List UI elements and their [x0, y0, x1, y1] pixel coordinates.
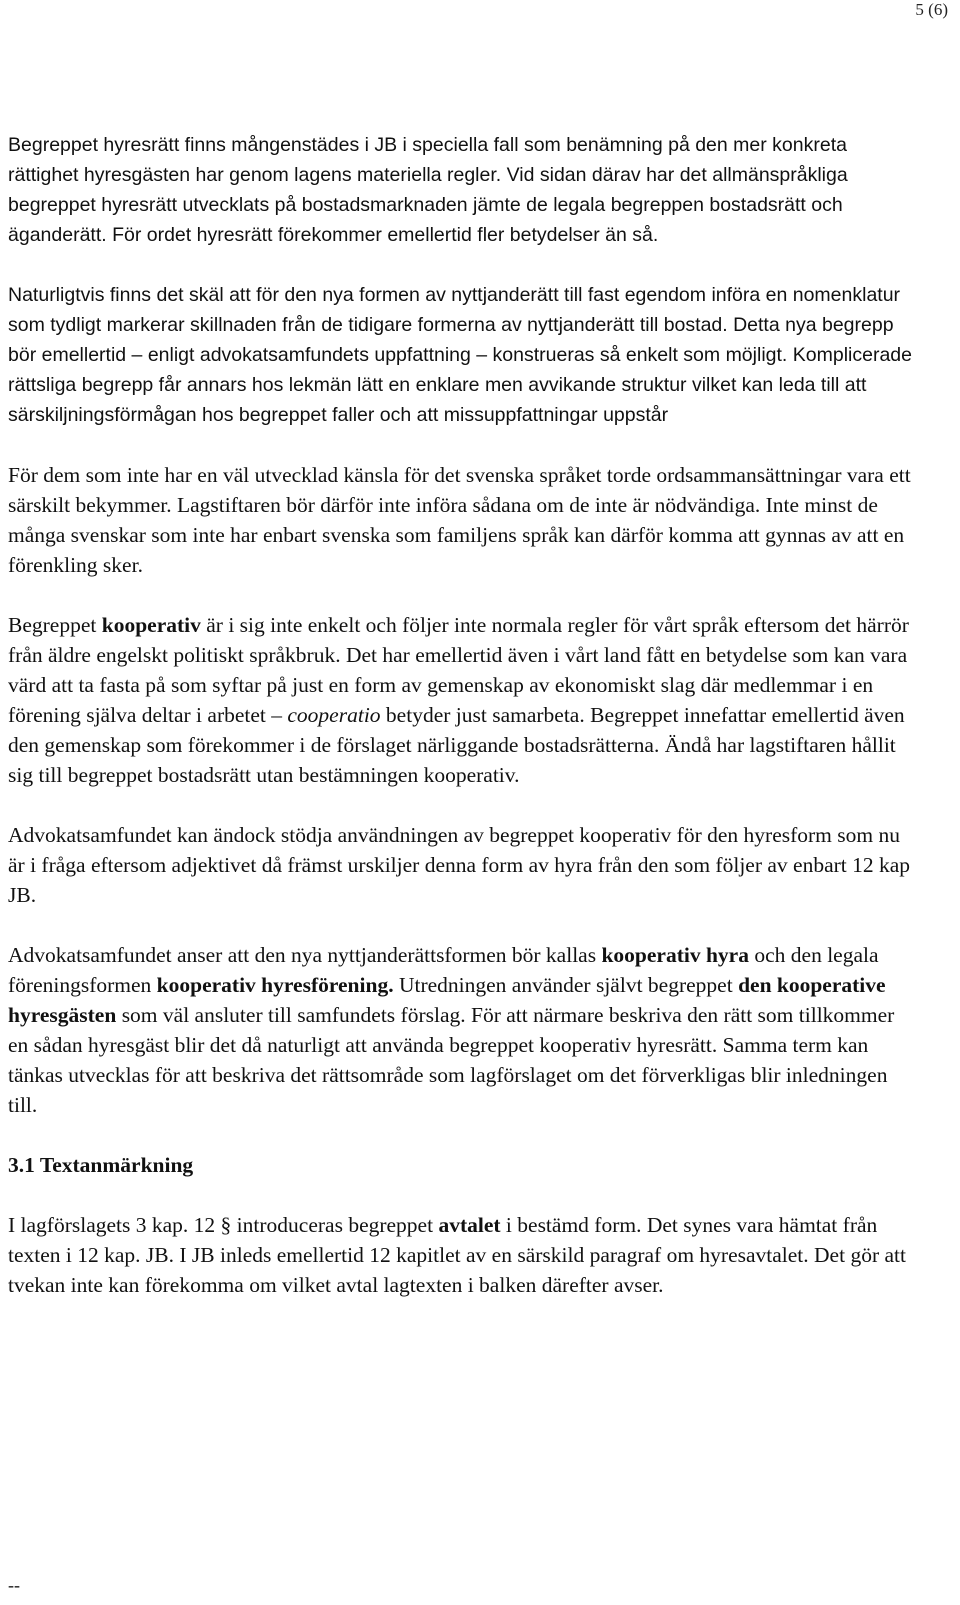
paragraph-kooperativ: [8, 610, 913, 790]
text-run: Advokatsamfundet anser att den nya nyttjanderättsformen bör kallas: [8, 943, 602, 967]
paragraph-ordsammansattningar: För dem som inte har en väl utvecklad känsla för det svenska språket torde ordsammansättningar vara ett särskilt bekymmer. Lagstiftaren bör därför inte införa sådana om de inte är nödvändiga. Inte minst de många svenskar som inte har enbart svenska som familjens språk kan därför komma att gynnas av att en förenkling sker.: [8, 463, 911, 577]
paragraph-nomenklatur: Naturligtvis finns det skäl att för den nya formen av nyttjanderätt till fast egendom införa en nomenklatur som tydligt markerar skillnaden från de tidigare formerna av nyttjanderätt till bostad. Detta nya begrepp bör emellertid – enligt advokatsamfundets uppfattning – konstrueras så enkelt som möjligt. Komplicerade rättsliga begrepp får annars hos lekmän lätt en enklare men avvikande struktur vilket kan leda till att särskiljningsförmågan hos begreppet faller och att missuppfattningar uppstår: [8, 284, 912, 426]
document-body: [8, 130, 913, 1330]
paragraph-stodja: Advokatsamfundet kan ändock stödja användningen av begreppet kooperativ för den hyresform som nu är i fråga eftersom adjektivet då främst urskiljer denna form av hyra från den som följer av enbart 12 kap JB.: [8, 823, 911, 907]
text-run: är i sig inte enkelt och följer inte normala regler för vårt språk eftersom det härrör från äldre engelskt politiskt språkbruk. Det har emellertid även i vårt land fått en betydelse som kan vara värd att ta fasta på som syftar på just en form av gemenskap av ekonomiskt slag där medlemmar i en förening själva deltar i arbetet –: [8, 613, 909, 727]
bold-term: kooperativ hyresförening.: [156, 973, 394, 997]
text-run: i bestämd form. Det synes vara hämtat från texten i 12 kap. JB. I JB inleds emellertid 12 kapitlet av en särskild paragraf om hyresavtalet. Det gör att tvekan inte kan förekomma om vilket avtal lagtexten i balken därefter avser.: [8, 1213, 906, 1297]
footer-marker: --: [8, 1575, 20, 1595]
paragraph-hyresratt: Begreppet hyresrätt finns mångenstädes i JB i speciella fall som benämning på den mer konkreta rättighet hyresgästen har genom lagens materiella regler. Vid sidan därav har det allmänspråkliga begreppet hyresrätt utvecklats på bostadsmarknaden jämte de legala begreppen bostadsrätt och äganderätt. För ordet hyresrätt förekommer emellertid fler betydelser än så.: [8, 134, 848, 246]
text-run: Begreppet: [8, 613, 102, 637]
bold-term: avtalet: [438, 1213, 501, 1237]
section-heading: 3.1 Textanmärkning: [8, 1153, 194, 1177]
paragraph-textanmarkning: [8, 1210, 913, 1300]
text-run: betyder just samarbeta. Begreppet innefattar emellertid även den gemenskap som förekommer i de förslaget närliggande bostadsrätterna. Ändå har lagstiftaren hållit sig till begreppet bostadsrätt utan bestämningen kooperativ.: [8, 703, 905, 787]
text-run: och den legala föreningsformen: [8, 943, 879, 997]
bold-term: den kooperative hyresgästen: [8, 973, 886, 1027]
page-number: 5 (6): [915, 0, 948, 19]
paragraph-forslag: [8, 940, 913, 1120]
italic-term: cooperatio: [287, 703, 381, 727]
text-run: Utredningen använder självt begreppet: [393, 973, 739, 997]
text-run: som väl ansluter till samfundets förslag. För att närmare beskriva den rätt som tillkommer en sådan hyresgäst blir det då naturligt att använda begreppet kooperativ hyresrätt. Samma term kan tänkas utvecklas för att beskriva det rättsområde som lagförslaget om det förverkligas blir inledningen till.: [8, 1003, 895, 1117]
text-run: I lagförslagets 3 kap. 12 § introduceras begreppet: [8, 1213, 439, 1237]
bold-term: kooperativ: [101, 613, 201, 637]
bold-term: kooperativ hyra: [601, 943, 749, 967]
